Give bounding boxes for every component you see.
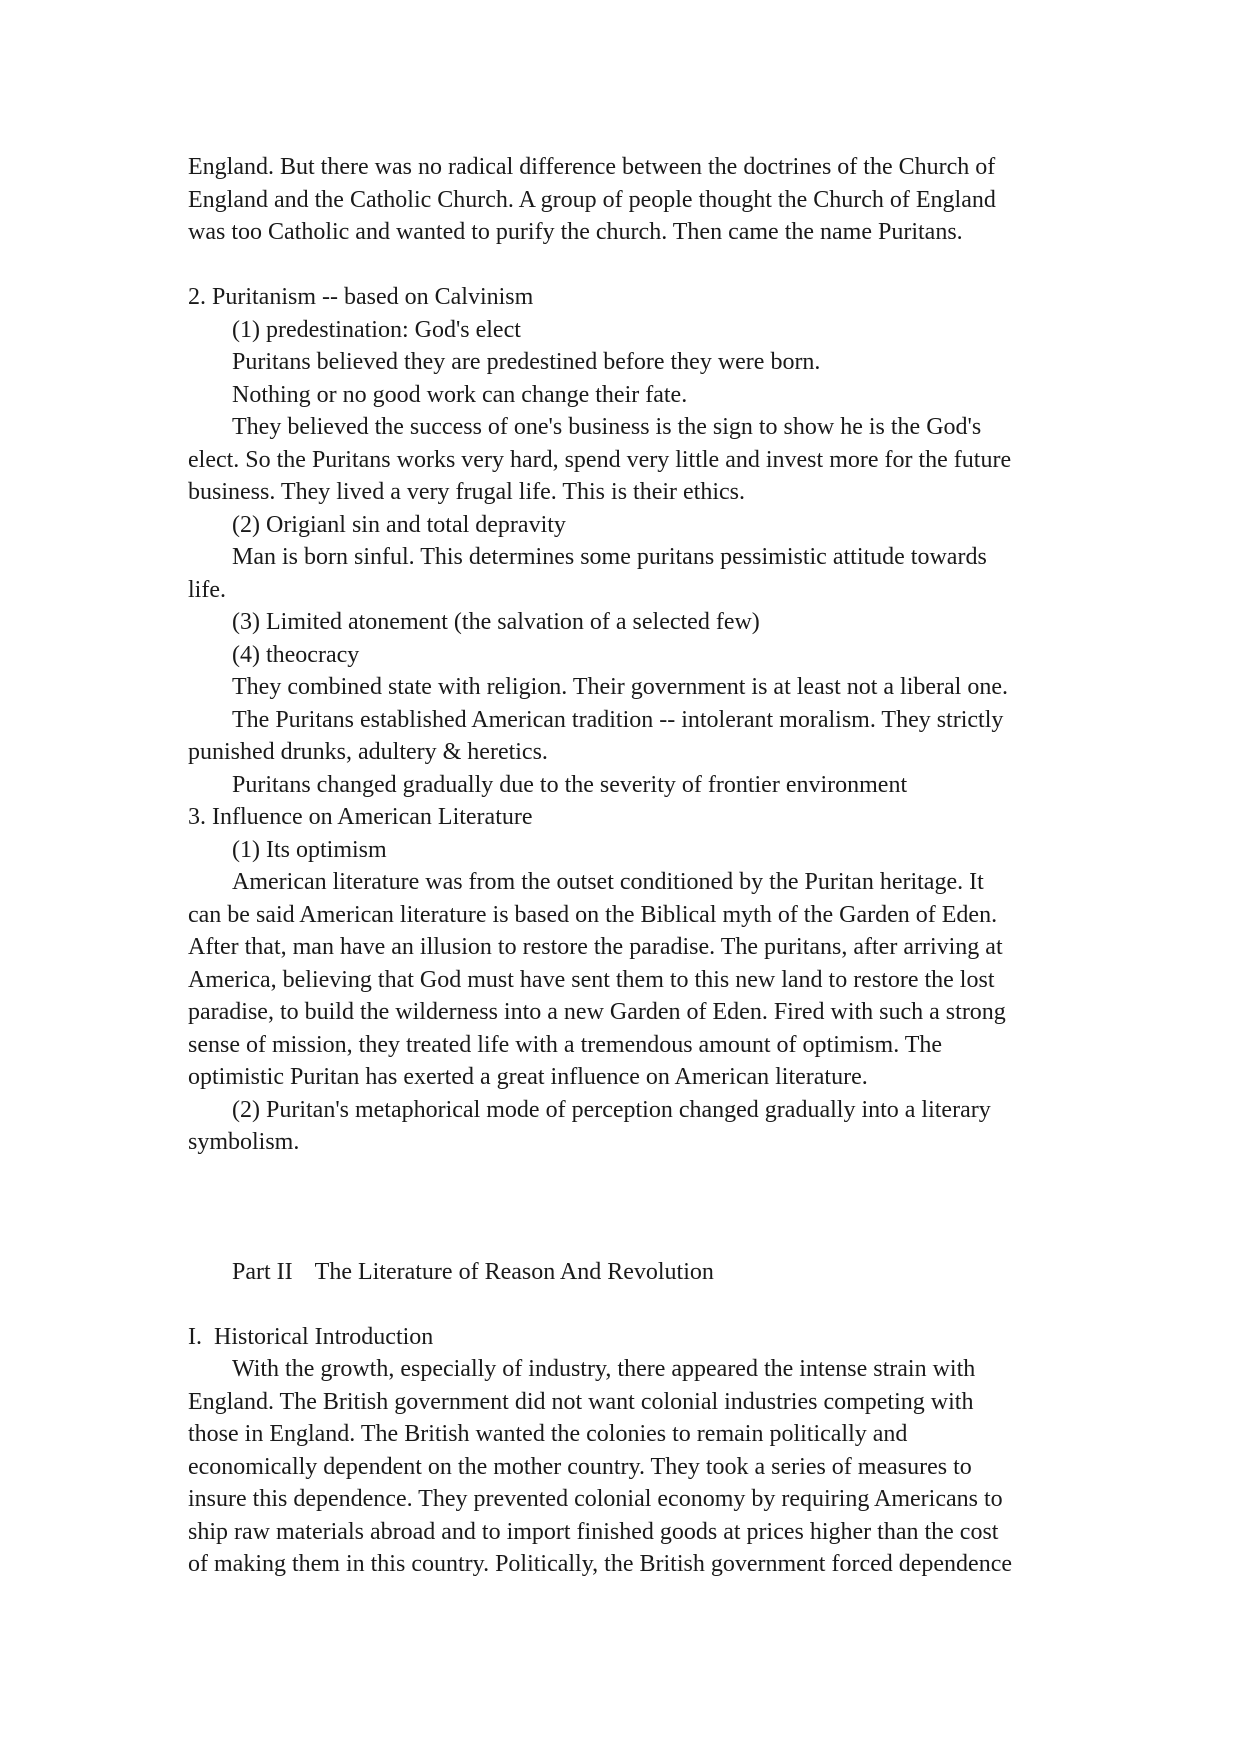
text-line: England. But there was no radical difference between the doctrines of the Church of (188, 154, 996, 180)
heading-text: Historical Introduction (214, 1323, 434, 1350)
part-heading (188, 1256, 1058, 1289)
text-line: business. They lived a very frugal life. This is their ethics. (188, 479, 745, 505)
text-line: was too Catholic and wanted to purify the church. Then came the name Puritans. (188, 219, 963, 245)
text-line: (1) Its optimism (232, 836, 387, 863)
heading-number: I. (188, 1323, 202, 1350)
text-line: those in England. The British wanted the colonies to remain politically and (188, 1421, 908, 1447)
text-line: of making them in this country. Politically, the British government forced dependence (188, 1551, 1013, 1577)
spacer (188, 1159, 1058, 1256)
text-line: England and the Catholic Church. A group of people thought the Church of England (188, 186, 996, 213)
part-label: Part II (232, 1258, 293, 1285)
part-title: The Literature of Reason And Revolution (314, 1258, 714, 1285)
section-heading-influence: 3. Influence on American Literature (188, 804, 533, 830)
section-heading-puritanism: 2. Puritanism -- based on Calvinism (188, 284, 534, 310)
text-line: sense of mission, they treated life with a tremendous amount of optimism. The (188, 1031, 943, 1058)
document-page (188, 151, 1058, 1581)
spacer (188, 249, 1058, 282)
text-line: Puritans believed they are predestined before they were born. (232, 349, 821, 375)
text-line: (2) Puritan's metaphorical mode of perception changed gradually into a literary (232, 1096, 991, 1123)
text-line: They believed the success of one's business is the sign to show he is the God's (232, 414, 982, 440)
text-line: insure this dependence. They prevented colonial economy by requiring Americans to (188, 1486, 1003, 1512)
text-line: symbolism. (188, 1129, 300, 1155)
spacer (188, 1288, 1058, 1321)
text-line: (1) predestination: God's elect (232, 316, 521, 343)
text-line: America, believing that God must have sent them to this new land to restore the lost (188, 966, 995, 993)
text-line: (2) Origianl sin and total depravity (232, 511, 566, 538)
text-line: They combined state with religion. Their government is at least not a liberal one. (232, 674, 1009, 700)
text-line: life. (188, 576, 226, 603)
text-line: The Puritans established American tradition -- intolerant moralism. They strictly (232, 706, 1004, 733)
text-line: England. The British government did not want colonial industries competing with (188, 1388, 974, 1415)
text-line: After that, man have an illusion to restore the paradise. The puritans, after arriving at (188, 934, 1003, 960)
text-line: With the growth, especially of industry, there appeared the intense strain with (232, 1356, 976, 1382)
text-line: can be said American literature is based on the Biblical myth of the Garden of Eden. (188, 901, 998, 928)
text-line: Puritans changed gradually due to the severity of frontier environment (232, 771, 908, 798)
text-line: (3) Limited atonement (the salvation of a selected few) (232, 609, 760, 635)
text-line: Man is born sinful. This determines some puritans pessimistic attitude towards (232, 544, 987, 570)
text-line: ship raw materials abroad and to import finished goods at prices higher than the cost (188, 1518, 999, 1545)
text-line: optimistic Puritan has exerted a great influence on American literature. (188, 1064, 868, 1090)
text-line: economically dependent on the mother country. They took a series of measures to (188, 1453, 972, 1480)
text-line: Nothing or no good work can change their fate. (232, 381, 688, 408)
text-line: American literature was from the outset conditioned by the Puritan heritage. It (232, 869, 984, 895)
section-heading-historical (188, 1321, 1058, 1354)
text-line: punished drunks, adultery & heretics. (188, 739, 548, 765)
text-line: elect. So the Puritans works very hard, spend very little and invest more for the future (188, 446, 1012, 473)
text-line: paradise, to build the wilderness into a new Garden of Eden. Fired with such a strong (188, 999, 1006, 1025)
text-line: (4) theocracy (232, 641, 360, 668)
